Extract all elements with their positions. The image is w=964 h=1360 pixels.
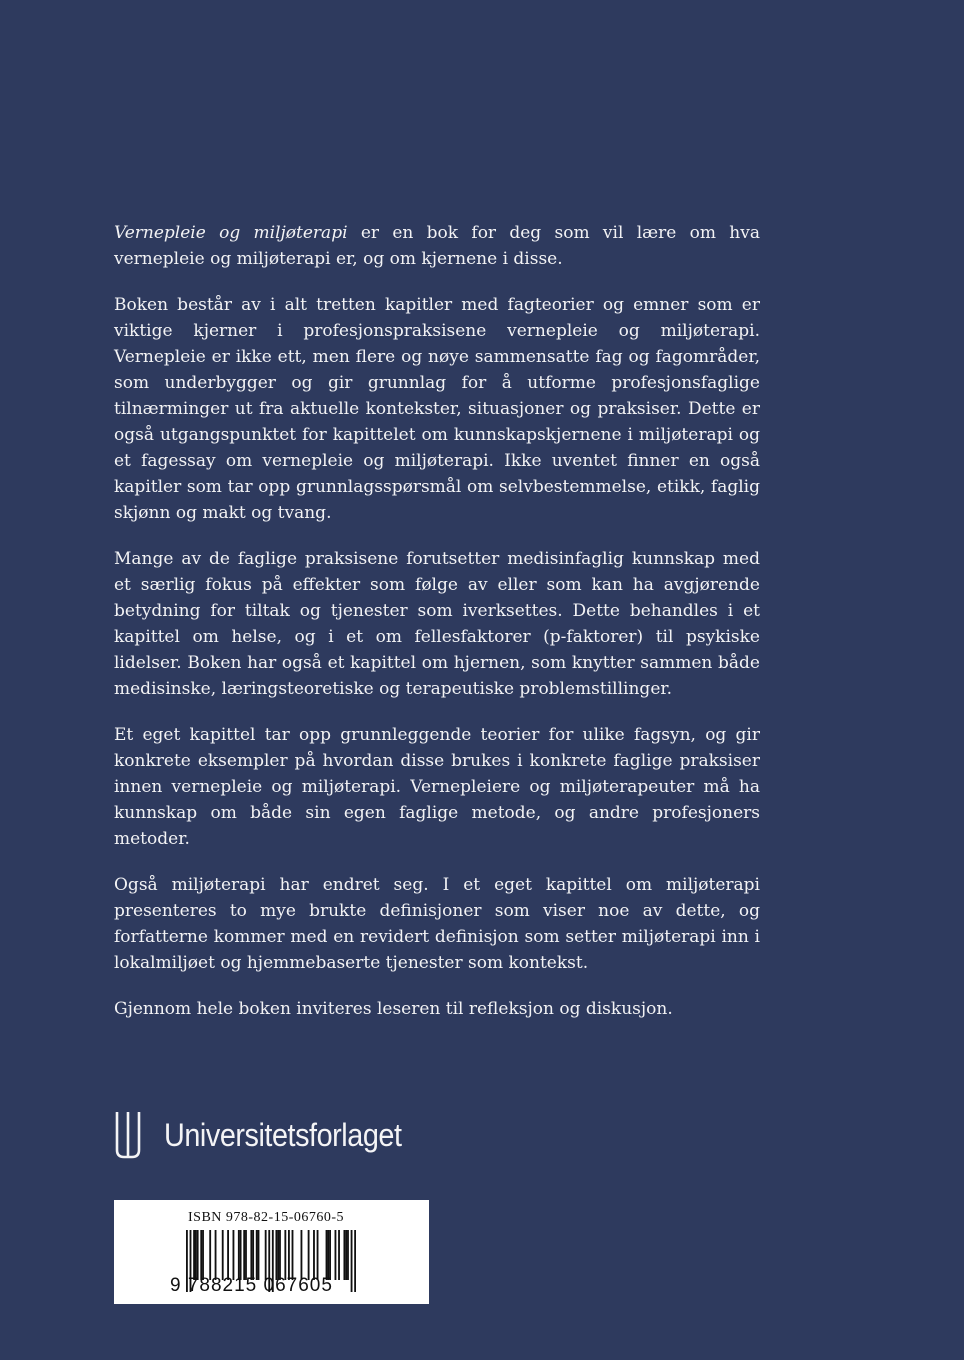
barcode-bar <box>245 1230 247 1280</box>
barcode-bar <box>258 1230 260 1280</box>
intro-paragraph <box>114 220 760 272</box>
barcode-bar <box>200 1230 202 1280</box>
barcode-bar <box>308 1230 310 1280</box>
barcode-bar <box>354 1230 356 1292</box>
barcode-bar <box>252 1230 254 1280</box>
barcode-bar <box>326 1230 328 1280</box>
barcode-bar <box>329 1230 331 1280</box>
publisher-u-logo-icon <box>114 1110 142 1160</box>
barcode-bar <box>327 1230 329 1280</box>
paragraph-chapters: Boken består av i alt tretten kapitler med fagteorier og emner som er viktige kjerner i profesjonspraksisene vernepleie og miljøterapi. Vernepleie er ikke ett, men flere og nøye sammensatte fag og fagområder, som underbygger og gir grunnlag for å utforme profesjonsfaglige tilnærminger ut fra aktuelle kontekster, situasjoner og praksiser. Dette er også utgangspunktet for kapittelet om kunnskapskjernene i miljøterapi og et fagessay om vernepleie og miljøterapi. Ikke uventet finner en også kapitler som tar opp grunnlagsspørsmål om selvbestemmelse, etikk, faglig skjønn og makt og tvang. <box>114 295 760 523</box>
barcode-bar <box>288 1230 290 1280</box>
paragraph-theories: Et eget kapittel tar opp grunnleggende teorier for ulike fagsyn, og gir konkrete eksempler på hvordan disse brukes i konkrete faglige praksiser innen vernepleie og miljøterapi. Vernepleiere og miljøterapeuter må ha kunnskap om både sin egen faglige metode, og andre profesjoners metoder. <box>114 725 760 849</box>
barcode-bar <box>240 1230 242 1280</box>
barcode-bar <box>317 1230 319 1280</box>
book-title-italic: Vernepleie og miljøterapi <box>114 223 348 243</box>
barcode-bar <box>301 1230 303 1280</box>
back-cover-text <box>114 220 760 1042</box>
barcode-bar <box>335 1230 337 1280</box>
barcode-bar <box>238 1230 240 1280</box>
barcode-bar <box>284 1230 286 1280</box>
barcode-bar <box>345 1230 347 1280</box>
barcode-bar <box>233 1230 235 1280</box>
isbn-label: ISBN 978-82-15-06760-5 <box>188 1210 345 1225</box>
barcode-bar <box>197 1230 199 1280</box>
intro-text: er en bok for deg som vil lære om hva vernepleie og miljøterapi er, og om kjernene i disse. <box>114 223 760 269</box>
paragraph-medical: Mange av de faglige praksisene forutsetter medisinfaglig kunnskap med et særlig fokus på effekter som følge av eller som kan ha avgjørende betydning for tiltak og tjenester som iverksettes. Dette behandles i et kapittel om helse, og i et om fellesfaktorer (p-faktorer) til psykiske lidelser. Boken har også et kapittel om hjernen, som knytter sammen både medisinske, læringsteoretiske og terapeutiske problemstillinger. <box>114 549 760 699</box>
publisher-name: Universitetsforlaget <box>164 1116 402 1153</box>
barcode-bar <box>275 1230 277 1280</box>
barcode-bar <box>279 1230 281 1280</box>
barcode-bar <box>243 1230 245 1280</box>
paragraph-milieu-therapy: Også miljøterapi har endret seg. I et eget kapittel om miljøterapi presenteres to mye brukte definisjoner som viser noe av dette, og forfatterne kommer med en revidert definisjon som setter miljøterapi inn i lokalmiljøet og hjemmebaserte tjenester som kontekst. <box>114 875 760 973</box>
barcode-bar <box>227 1230 229 1280</box>
barcode-bar <box>343 1230 345 1280</box>
barcode-bar <box>265 1230 267 1280</box>
barcode-bar <box>202 1230 204 1280</box>
paragraph-closing: Gjennom hele boken inviteres leseren til refleksjon og diskusjon. <box>114 999 673 1019</box>
barcode-bar <box>338 1230 340 1280</box>
barcode-bar <box>209 1230 211 1280</box>
barcode-bar <box>215 1230 217 1280</box>
barcode-bar <box>195 1230 197 1280</box>
barcode-bar <box>222 1230 224 1280</box>
barcode-bar <box>277 1230 279 1280</box>
isbn-barcode-box <box>114 1200 429 1304</box>
publisher-logo <box>114 1110 428 1160</box>
barcode-bar <box>250 1230 252 1280</box>
barcode-bar <box>313 1230 315 1280</box>
barcode-bar <box>351 1230 353 1292</box>
barcode-digits: 9 788215 067605 <box>170 1275 333 1296</box>
barcode-bar <box>256 1230 258 1280</box>
barcode-bar <box>347 1230 349 1280</box>
barcode-bar <box>193 1230 195 1280</box>
barcode-bar <box>292 1230 294 1280</box>
